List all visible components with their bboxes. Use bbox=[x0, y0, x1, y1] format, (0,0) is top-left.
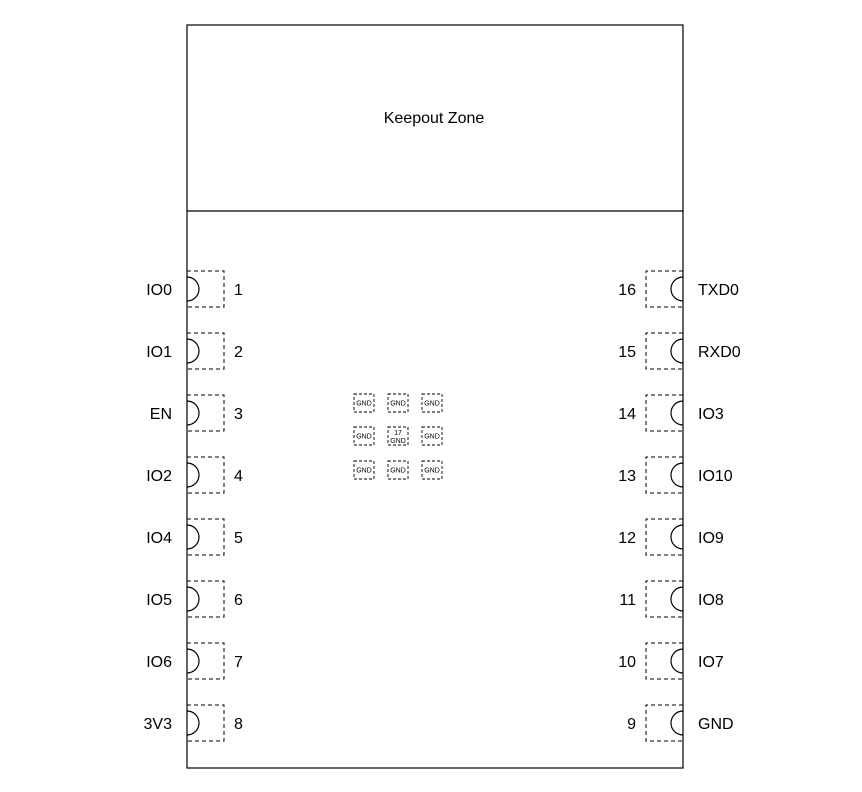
left-pin-column bbox=[144, 271, 243, 741]
pin-number-label: 15 bbox=[618, 344, 636, 361]
right-pin-column bbox=[618, 271, 741, 741]
pin-castellation-arc bbox=[187, 339, 199, 363]
pin-castellation-arc bbox=[187, 711, 199, 735]
gnd-pad bbox=[422, 427, 442, 445]
gnd-pad bbox=[354, 427, 374, 445]
left-pin bbox=[146, 643, 243, 679]
gnd-pad-label: GND bbox=[390, 438, 406, 445]
pin-pad-outline bbox=[646, 457, 683, 493]
pin-pad-outline bbox=[187, 581, 224, 617]
pin-name-label: IO4 bbox=[146, 530, 172, 547]
right-pin bbox=[618, 271, 739, 307]
pin-pad-outline bbox=[187, 395, 224, 431]
left-pin bbox=[146, 271, 243, 307]
pin-castellation-arc bbox=[671, 463, 683, 487]
pin-pad-outline bbox=[187, 643, 224, 679]
pin-pad-outline bbox=[646, 705, 683, 741]
pin-pad-outline bbox=[646, 333, 683, 369]
pin-name-label: IO6 bbox=[146, 654, 172, 671]
pin-number-label: 14 bbox=[618, 406, 636, 423]
pin-number-label: 6 bbox=[234, 592, 243, 609]
pin-number-label: 7 bbox=[234, 654, 243, 671]
pin-castellation-arc bbox=[187, 525, 199, 549]
pin-pad-outline bbox=[646, 395, 683, 431]
pin-number-label: 2 bbox=[234, 344, 243, 361]
right-pin bbox=[618, 395, 724, 431]
gnd-pad-label: GND bbox=[356, 433, 372, 441]
pin-name-label: RXD0 bbox=[698, 344, 741, 361]
left-pin bbox=[146, 581, 243, 617]
pin-number-label: 16 bbox=[618, 282, 636, 299]
pin-pad-outline bbox=[187, 333, 224, 369]
gnd-pad-label: GND bbox=[390, 400, 406, 408]
keepout-zone-label: Keepout Zone bbox=[383, 110, 485, 127]
gnd-pad-label: GND bbox=[390, 467, 406, 475]
pin-pad-outline bbox=[646, 643, 683, 679]
pin-pad-outline bbox=[187, 457, 224, 493]
gnd-pad bbox=[422, 394, 442, 412]
pin-pad-outline bbox=[187, 705, 224, 741]
gnd-pad-label: GND bbox=[424, 400, 440, 408]
left-pin bbox=[146, 457, 243, 493]
pin-castellation-arc bbox=[187, 463, 199, 487]
pin-number-label: 3 bbox=[234, 406, 243, 423]
gnd-pad-label: GND bbox=[356, 400, 372, 408]
pin-name-label: IO1 bbox=[146, 344, 172, 361]
left-pin bbox=[144, 705, 243, 741]
pin-name-label: 3V3 bbox=[143, 716, 172, 733]
pin-castellation-arc bbox=[671, 587, 683, 611]
pin-number-label: 5 bbox=[234, 530, 243, 547]
pin-castellation-arc bbox=[187, 401, 199, 425]
pin-name-label: TXD0 bbox=[698, 282, 739, 299]
left-pin bbox=[150, 395, 243, 431]
pin-number-label: 12 bbox=[618, 530, 636, 547]
pin-castellation-arc bbox=[671, 649, 683, 673]
pin-pad-outline bbox=[187, 519, 224, 555]
pin-number-label: 11 bbox=[619, 592, 636, 609]
left-pin bbox=[146, 333, 243, 369]
pin-castellation-arc bbox=[671, 339, 683, 363]
gnd-pad bbox=[354, 394, 374, 412]
gnd-pad bbox=[388, 394, 408, 412]
pin-number-label: 9 bbox=[627, 716, 636, 733]
gnd-pad-number: 17 bbox=[394, 430, 402, 437]
pin-pad-outline bbox=[187, 271, 224, 307]
gnd-pad-label: GND bbox=[424, 433, 440, 441]
gnd-pad-label: GND bbox=[424, 467, 440, 475]
pin-name-label: EN bbox=[149, 406, 172, 423]
left-pin bbox=[146, 519, 243, 555]
pin-name-label: IO9 bbox=[698, 530, 724, 547]
pin-castellation-arc bbox=[187, 649, 199, 673]
pin-pad-outline bbox=[646, 519, 683, 555]
pin-castellation-arc bbox=[671, 711, 683, 735]
pin-castellation-arc bbox=[187, 587, 199, 611]
pin-name-label: IO8 bbox=[698, 592, 724, 609]
pin-name-label: IO7 bbox=[698, 654, 724, 671]
pin-number-label: 13 bbox=[618, 468, 636, 485]
right-pin bbox=[627, 705, 733, 741]
gnd-pad-label: GND bbox=[356, 467, 372, 475]
pin-number-label: 4 bbox=[234, 468, 243, 485]
gnd-pad bbox=[422, 461, 442, 479]
pin-castellation-arc bbox=[187, 277, 199, 301]
pin-name-label: IO10 bbox=[698, 468, 733, 485]
pin-number-label: 1 bbox=[234, 282, 243, 299]
ground-pad-array bbox=[354, 394, 442, 479]
module-outline bbox=[187, 25, 683, 768]
pin-name-label: IO3 bbox=[698, 406, 724, 423]
right-pin bbox=[618, 457, 733, 493]
pin-name-label: IO2 bbox=[146, 468, 172, 485]
pin-number-label: 8 bbox=[234, 716, 243, 733]
gnd-pad bbox=[354, 461, 374, 479]
pin-pad-outline bbox=[646, 271, 683, 307]
pin-castellation-arc bbox=[671, 277, 683, 301]
right-pin bbox=[618, 333, 741, 369]
pin-pad-outline bbox=[646, 581, 683, 617]
pin-name-label: IO0 bbox=[146, 282, 172, 299]
pin-castellation-arc bbox=[671, 525, 683, 549]
right-pin bbox=[618, 519, 724, 555]
pin-name-label: GND bbox=[698, 716, 734, 733]
gnd-pad bbox=[388, 461, 408, 479]
center-gnd-pad bbox=[388, 427, 408, 445]
pin-number-label: 10 bbox=[618, 654, 636, 671]
right-pin bbox=[618, 643, 724, 679]
pin-name-label: IO5 bbox=[146, 592, 172, 609]
pin-castellation-arc bbox=[671, 401, 683, 425]
right-pin bbox=[619, 581, 724, 617]
